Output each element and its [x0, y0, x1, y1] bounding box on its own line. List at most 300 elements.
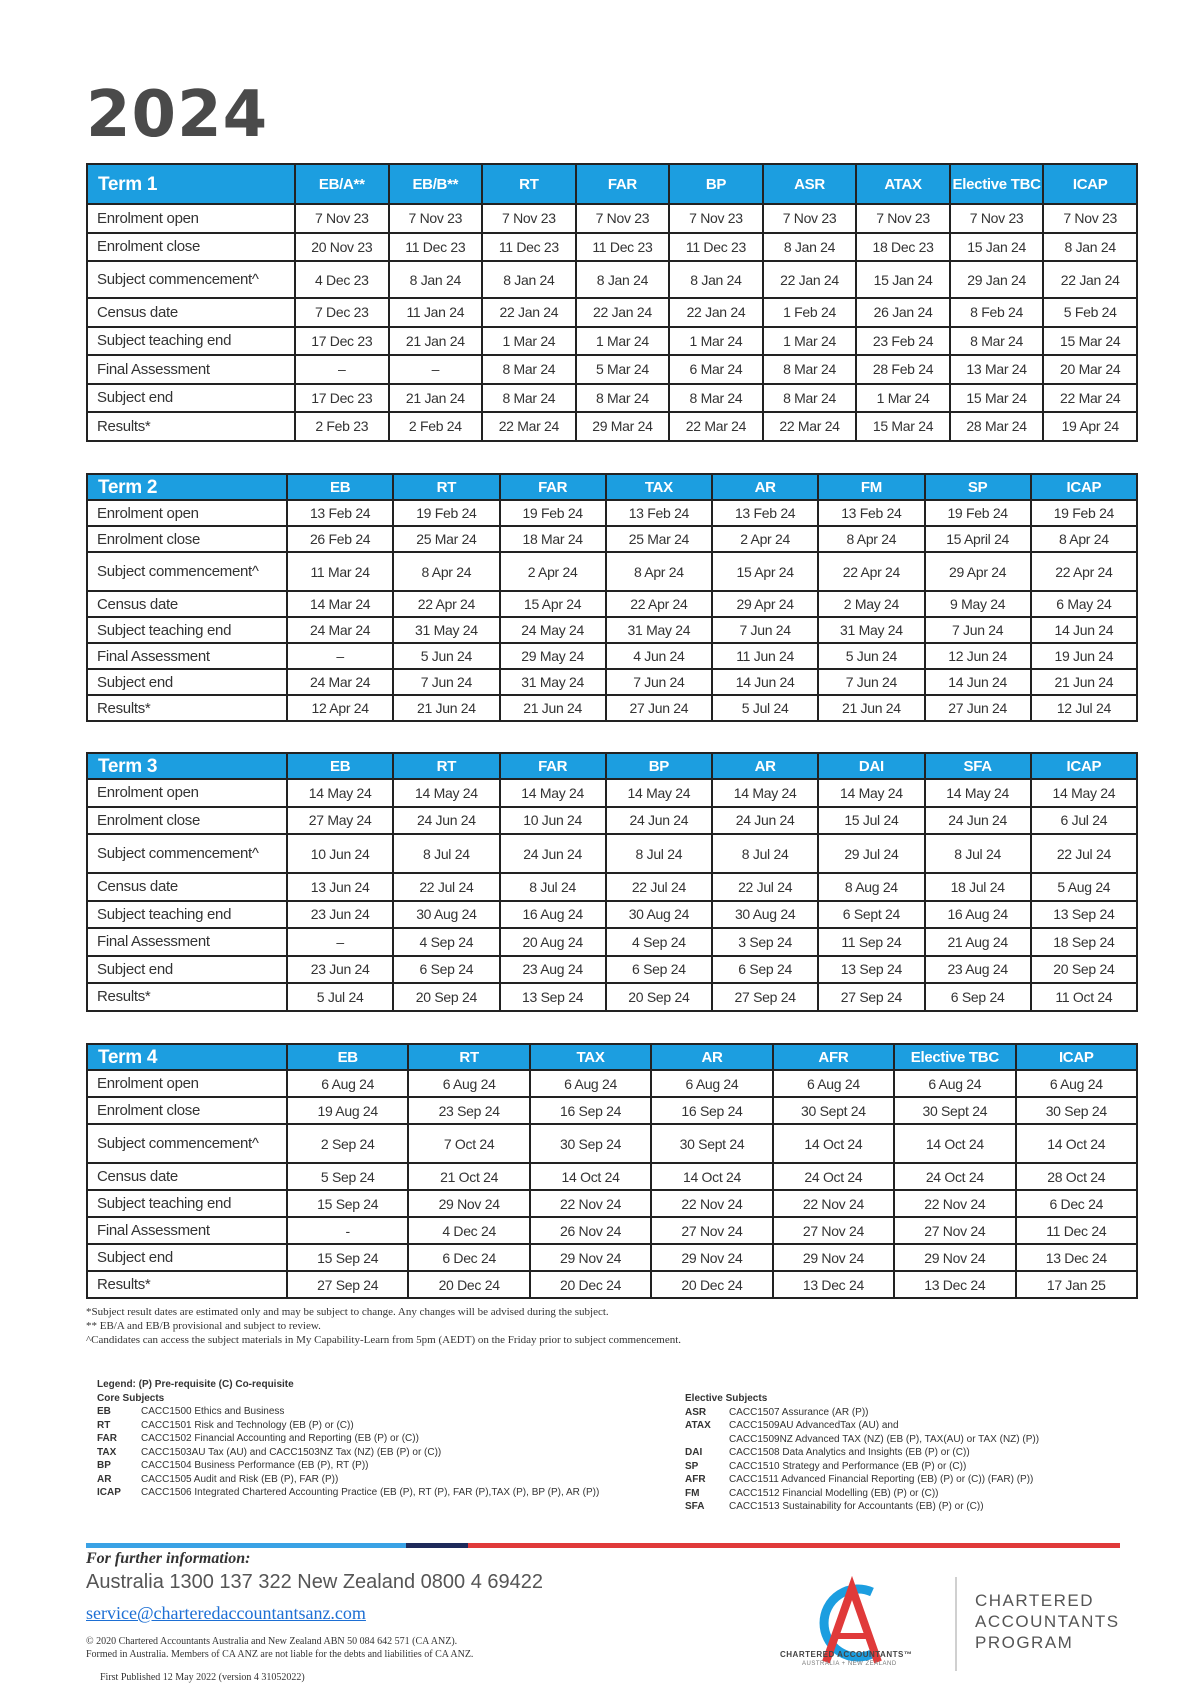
table-cell: 20 Dec 24	[408, 1271, 529, 1298]
table-cell: 21 Jun 24	[1031, 669, 1137, 695]
table-cell: 15 Sep 24	[287, 1244, 408, 1271]
table-cell: 14 Jun 24	[712, 669, 818, 695]
elective-subjects-title: Elective Subjects	[685, 1393, 768, 1404]
table-cell: 28 Oct 24	[1016, 1163, 1137, 1190]
table-row	[87, 779, 1137, 807]
subject-desc: CACC1509NZ Advanced TAX (NZ) (EB (P), TAX(AU) or TAX (NZ) (P))	[729, 1433, 1040, 1445]
column-header: AFR	[773, 1044, 894, 1070]
table-cell: 6 Aug 24	[773, 1070, 894, 1097]
table-cell: 7 Nov 23	[856, 204, 950, 233]
table-cell: 5 Jul 24	[712, 695, 818, 721]
table-row	[87, 355, 1137, 384]
legend-elective	[685, 1392, 1039, 1514]
subject-abbr: SFA	[685, 1501, 705, 1512]
table-row	[87, 901, 1137, 929]
subject-desc: CACC1510 Strategy and Performance (EB (P) or (C))	[729, 1460, 967, 1472]
table-cell: 25 Mar 24	[606, 526, 712, 552]
table-cell: 9 May 24	[925, 591, 1031, 617]
table-cell: 30 Sept 24	[651, 1124, 772, 1163]
table-row	[87, 983, 1137, 1011]
column-header: RT	[393, 753, 499, 779]
table-cell: 5 Jul 24	[287, 983, 393, 1011]
table-cell: 22 Jul 24	[1031, 834, 1137, 873]
table-cell: 14 Oct 24	[894, 1124, 1015, 1163]
column-header: FM	[818, 474, 924, 500]
row-label: Subject end	[87, 956, 287, 984]
table-cell: 21 Jan 24	[389, 384, 483, 413]
table-cell: 15 Sep 24	[287, 1190, 408, 1217]
table-cell: 8 Mar 24	[482, 384, 576, 413]
table-cell: 15 April 24	[925, 526, 1031, 552]
table-cell: 22 Mar 24	[1043, 384, 1137, 413]
row-label: Final Assessment	[87, 1217, 287, 1244]
table-cell: 6 Aug 24	[1016, 1070, 1137, 1097]
term-name: Term 1	[87, 164, 295, 204]
table-cell: 21 Oct 24	[408, 1163, 529, 1190]
program-name	[975, 1590, 1120, 1653]
row-label: Subject commencement^	[87, 1124, 287, 1163]
table-cell: 25 Mar 24	[393, 526, 499, 552]
column-header: ICAP	[1016, 1044, 1137, 1070]
column-header: EB	[287, 1044, 408, 1070]
table-cell: 18 Sep 24	[1031, 928, 1137, 956]
table-cell: 11 Dec 23	[576, 233, 670, 262]
table-cell: 24 Jun 24	[712, 807, 818, 835]
logo-divider	[955, 1577, 957, 1671]
table-cell: 6 Dec 24	[1016, 1190, 1137, 1217]
table-cell: 22 Mar 24	[763, 412, 857, 441]
table-cell: 29 May 24	[500, 643, 606, 669]
elective-subjects-list	[685, 1406, 1039, 1514]
table-cell: 8 Jan 24	[576, 261, 670, 298]
table-cell: 16 Sep 24	[651, 1097, 772, 1124]
table-cell: 8 Mar 24	[763, 384, 857, 413]
row-label: Subject teaching end	[87, 901, 287, 929]
table-cell: 4 Dec 23	[295, 261, 389, 298]
table-cell: 8 Jul 24	[393, 834, 499, 873]
table-row	[87, 669, 1137, 695]
table-cell: 5 Mar 24	[576, 355, 670, 384]
core-subjects-title: Core Subjects	[97, 1392, 165, 1404]
table-cell: 7 Nov 23	[763, 204, 857, 233]
table-cell: 20 Aug 24	[500, 928, 606, 956]
table-cell: 27 Nov 24	[894, 1217, 1015, 1244]
table-cell: 11 Jun 24	[712, 643, 818, 669]
table-row	[87, 591, 1137, 617]
table-row	[87, 643, 1137, 669]
table-cell: 13 Jun 24	[287, 873, 393, 901]
table-cell: 30 Aug 24	[712, 901, 818, 929]
table-row	[87, 1244, 1137, 1271]
table-cell: 8 Jul 24	[500, 873, 606, 901]
term-table	[86, 752, 1138, 1012]
table-cell: 26 Feb 24	[287, 526, 393, 552]
table-cell: 13 Sep 24	[818, 956, 924, 984]
table-cell: 20 Mar 24	[1043, 355, 1137, 384]
table-cell: 8 Jan 24	[482, 261, 576, 298]
table-cell: 13 Sep 24	[500, 983, 606, 1011]
table-cell: 7 Jun 24	[393, 669, 499, 695]
table-cell: 11 Jan 24	[389, 298, 483, 327]
table-cell: 15 Mar 24	[950, 384, 1044, 413]
table-cell: 24 Jun 24	[500, 834, 606, 873]
table-cell: 14 Mar 24	[287, 591, 393, 617]
table-cell: 22 Jan 24	[1043, 261, 1137, 298]
legend-item	[685, 1446, 1039, 1460]
table-cell: 19 Aug 24	[287, 1097, 408, 1124]
row-label: Census date	[87, 873, 287, 901]
table-cell: 21 Jun 24	[818, 695, 924, 721]
table-cell: 17 Dec 23	[295, 327, 389, 356]
table-cell: –	[287, 928, 393, 956]
table-cell: 8 Apr 24	[393, 552, 499, 591]
table-cell: 29 Apr 24	[925, 552, 1031, 591]
table-row	[87, 1190, 1137, 1217]
legend-item	[97, 1446, 599, 1460]
table-cell: 29 Nov 24	[408, 1190, 529, 1217]
table-cell: 8 Jul 24	[925, 834, 1031, 873]
table-cell: 12 Jun 24	[925, 643, 1031, 669]
table-cell: 29 Apr 24	[712, 591, 818, 617]
table-cell: 18 Mar 24	[500, 526, 606, 552]
email-link[interactable]: service@charteredaccountantsanz.com	[86, 1603, 366, 1623]
column-header: BP	[606, 753, 712, 779]
table-cell: 30 Sept 24	[894, 1097, 1015, 1124]
table-cell: 17 Jan 25	[1016, 1271, 1137, 1298]
table-cell: 14 Oct 24	[773, 1124, 894, 1163]
table-cell: 1 Mar 24	[576, 327, 670, 356]
table-row	[87, 552, 1137, 591]
column-header: SFA	[925, 753, 1031, 779]
table-row	[87, 233, 1137, 262]
table-cell: 6 May 24	[1031, 591, 1137, 617]
copyright-line-1: © 2020 Chartered Accountants Australia and New Zealand ABN 50 084 642 571 (CA ANZ).	[86, 1636, 458, 1647]
table-cell: 24 Jun 24	[606, 807, 712, 835]
table-cell: 22 Nov 24	[530, 1190, 651, 1217]
table-cell: 5 Sep 24	[287, 1163, 408, 1190]
legend-title: Legend: (P) Pre-requisite (C) Co-requisite	[97, 1379, 294, 1390]
legend-item	[97, 1459, 599, 1473]
note-provisional: ** EB/A and EB/B provisional and subject to review.	[86, 1320, 321, 1332]
row-label: Subject teaching end	[87, 617, 287, 643]
table-cell: 26 Nov 24	[530, 1217, 651, 1244]
table-row	[87, 928, 1137, 956]
table-cell: 8 Feb 24	[950, 298, 1044, 327]
table-cell: 15 Jul 24	[818, 807, 924, 835]
table-cell: 16 Aug 24	[500, 901, 606, 929]
row-label: Results*	[87, 1271, 287, 1298]
table-cell: 16 Aug 24	[925, 901, 1031, 929]
legend-item	[97, 1405, 599, 1419]
logo-name: CHARTERED ACCOUNTANTS™	[780, 1650, 913, 1659]
table-row	[87, 1217, 1137, 1244]
row-label: Final Assessment	[87, 643, 287, 669]
row-label: Enrolment close	[87, 233, 295, 262]
table-row	[87, 261, 1137, 298]
subject-desc: CACC1505 Audit and Risk (EB (P), FAR (P))	[141, 1473, 339, 1485]
column-header: FAR	[500, 474, 606, 500]
table-cell: 29 Nov 24	[894, 1244, 1015, 1271]
table-cell: 31 May 24	[500, 669, 606, 695]
table-row	[87, 956, 1137, 984]
row-label: Enrolment close	[87, 807, 287, 835]
table-cell: 11 Oct 24	[1031, 983, 1137, 1011]
column-header: AR	[712, 753, 818, 779]
table-cell: 14 May 24	[1031, 779, 1137, 807]
term-table	[86, 1043, 1138, 1299]
table-cell: 8 Jan 24	[389, 261, 483, 298]
table-row	[87, 617, 1137, 643]
subject-abbr: EB	[97, 1406, 111, 1417]
column-header: DAI	[818, 753, 924, 779]
table-cell: 22 Jan 24	[576, 298, 670, 327]
row-label: Enrolment open	[87, 1070, 287, 1097]
table-cell: 11 Dec 23	[482, 233, 576, 262]
table-cell: 30 Sep 24	[530, 1124, 651, 1163]
program-line-2: ACCOUNTANTS	[975, 1612, 1120, 1631]
legend-item	[97, 1432, 599, 1446]
table-cell: 15 Jan 24	[856, 261, 950, 298]
table-cell: 24 May 24	[500, 617, 606, 643]
table-cell: 30 Sep 24	[1016, 1097, 1137, 1124]
table-cell: 7 Jun 24	[712, 617, 818, 643]
table-cell: 12 Apr 24	[287, 695, 393, 721]
table-cell: 15 Mar 24	[1043, 327, 1137, 356]
table-cell: 18 Dec 23	[856, 233, 950, 262]
table-cell: 31 May 24	[606, 617, 712, 643]
table-row	[87, 500, 1137, 526]
table-cell: 21 Jun 24	[393, 695, 499, 721]
column-header: AR	[651, 1044, 772, 1070]
table-cell: 15 Jan 24	[950, 233, 1044, 262]
table-cell: 21 Jan 24	[389, 327, 483, 356]
row-label: Results*	[87, 412, 295, 441]
subject-abbr: ICAP	[97, 1487, 121, 1498]
table-cell: 4 Jun 24	[606, 643, 712, 669]
further-info-heading: For further information:	[86, 1550, 251, 1567]
legend-item	[685, 1473, 1039, 1487]
table-cell: 19 Feb 24	[500, 500, 606, 526]
subject-desc: CACC1507 Assurance (AR (P))	[729, 1406, 869, 1418]
table-cell: 6 Aug 24	[651, 1070, 772, 1097]
table-cell: 10 Jun 24	[287, 834, 393, 873]
table-row	[87, 298, 1137, 327]
column-header: ICAP	[1043, 164, 1137, 204]
subject-abbr: FAR	[97, 1433, 117, 1444]
table-cell: 7 Nov 23	[295, 204, 389, 233]
table-cell: 7 Nov 23	[482, 204, 576, 233]
table-row	[87, 1097, 1137, 1124]
table-cell: 22 Nov 24	[894, 1190, 1015, 1217]
row-label: Subject end	[87, 1244, 287, 1271]
table-cell: 14 Jun 24	[925, 669, 1031, 695]
table-cell: 28 Feb 24	[856, 355, 950, 384]
row-label: Census date	[87, 591, 287, 617]
table-cell: 8 Jan 24	[669, 261, 763, 298]
column-header: FAR	[500, 753, 606, 779]
table-cell: 27 Sep 24	[712, 983, 818, 1011]
legend-item	[685, 1419, 1039, 1433]
table-cell: 22 Apr 24	[1031, 552, 1137, 591]
column-header: ICAP	[1031, 753, 1137, 779]
table-cell: 14 Oct 24	[1016, 1124, 1137, 1163]
term-name: Term 4	[87, 1044, 287, 1070]
table-cell: 24 Oct 24	[894, 1163, 1015, 1190]
published-date: First Published 12 May 2022 (version 4 31052022)	[100, 1672, 305, 1683]
column-header: RT	[408, 1044, 529, 1070]
table-cell: 11 Dec 23	[669, 233, 763, 262]
footnotes	[86, 1305, 681, 1347]
row-label: Subject commencement^	[87, 261, 295, 298]
table-cell: 7 Nov 23	[950, 204, 1044, 233]
column-header: BP	[669, 164, 763, 204]
subject-desc: CACC1506 Integrated Chartered Accounting Practice (EB (P), RT (P), FAR (P),TAX (P), BP (P), AR (P))	[141, 1487, 600, 1498]
table-cell: 14 Jun 24	[1031, 617, 1137, 643]
table-cell: 13 Feb 24	[606, 500, 712, 526]
table-cell: 6 Mar 24	[669, 355, 763, 384]
table-cell: 29 Mar 24	[576, 412, 670, 441]
subject-abbr: SP	[685, 1460, 699, 1472]
table-cell: 14 May 24	[606, 779, 712, 807]
table-cell: 22 Jan 24	[669, 298, 763, 327]
table-cell: 14 May 24	[818, 779, 924, 807]
table-cell: 20 Nov 23	[295, 233, 389, 262]
table-cell: 3 Sep 24	[712, 928, 818, 956]
table-row	[87, 807, 1137, 835]
table-cell: 6 Sep 24	[925, 983, 1031, 1011]
row-label: Subject end	[87, 669, 287, 695]
table-cell: -	[287, 1217, 408, 1244]
table-cell: 5 Jun 24	[393, 643, 499, 669]
table-cell: 22 Jul 24	[393, 873, 499, 901]
table-cell: 8 Mar 24	[669, 384, 763, 413]
table-cell: 30 Aug 24	[606, 901, 712, 929]
table-cell: 17 Dec 23	[295, 384, 389, 413]
table-cell: 18 Jul 24	[925, 873, 1031, 901]
column-header: EB	[287, 753, 393, 779]
table-cell: 20 Sep 24	[1031, 956, 1137, 984]
table-cell: 13 Dec 24	[894, 1271, 1015, 1298]
table-cell: 6 Dec 24	[408, 1244, 529, 1271]
table-cell: 8 Mar 24	[950, 327, 1044, 356]
table-cell: 24 Oct 24	[773, 1163, 894, 1190]
table-cell: 7 Nov 23	[1043, 204, 1137, 233]
table-cell: 10 Jun 24	[500, 807, 606, 835]
row-label: Census date	[87, 298, 295, 327]
table-cell: 8 Apr 24	[818, 526, 924, 552]
table-row	[87, 1124, 1137, 1163]
table-cell: 23 Sep 24	[408, 1097, 529, 1124]
table-cell: 21 Aug 24	[925, 928, 1031, 956]
table-cell: 4 Sep 24	[606, 928, 712, 956]
table-cell: 23 Jun 24	[287, 901, 393, 929]
row-label: Subject teaching end	[87, 327, 295, 356]
table-cell: 24 Jun 24	[925, 807, 1031, 835]
note-materials: ^Candidates can access the subject materials in My Capability-Learn from 5pm (AEDT) on the Friday prior to subject commencement.	[86, 1334, 682, 1346]
term-name: Term 3	[87, 753, 287, 779]
copyright-line-2: Formed in Australia. Members of CA ANZ are not liable for the debts and liabilities of CA ANZ.	[86, 1649, 474, 1660]
row-label: Enrolment open	[87, 500, 287, 526]
table-cell: 6 Aug 24	[894, 1070, 1015, 1097]
row-label: Enrolment close	[87, 1097, 287, 1124]
table-cell: 6 Aug 24	[408, 1070, 529, 1097]
table-cell: 29 Jul 24	[818, 834, 924, 873]
table-cell: 27 Jun 24	[925, 695, 1031, 721]
table-cell: 28 Mar 24	[950, 412, 1044, 441]
table-cell: 22 Jul 24	[606, 873, 712, 901]
column-header: Elective TBC	[950, 164, 1044, 204]
table-cell: 6 Jul 24	[1031, 807, 1137, 835]
row-label: Subject end	[87, 384, 295, 413]
table-cell: 13 Dec 24	[1016, 1244, 1137, 1271]
table-cell: 30 Sept 24	[773, 1097, 894, 1124]
row-label: Subject commencement^	[87, 552, 287, 591]
table-cell: 22 Apr 24	[606, 591, 712, 617]
subject-desc: CACC1500 Ethics and Business	[141, 1406, 285, 1417]
subject-desc: CACC1511 Advanced Financial Reporting (EB) (P) or (C)) (FAR) (P))	[729, 1474, 1034, 1485]
table-cell: 11 Mar 24	[287, 552, 393, 591]
table-cell: 13 Dec 24	[773, 1271, 894, 1298]
column-header: ASR	[763, 164, 857, 204]
table-cell: 7 Dec 23	[295, 298, 389, 327]
table-cell: –	[389, 355, 483, 384]
row-label: Results*	[87, 983, 287, 1011]
row-label: Results*	[87, 695, 287, 721]
table-cell: 1 Mar 24	[763, 327, 857, 356]
table-cell: 5 Aug 24	[1031, 873, 1137, 901]
table-cell: 31 May 24	[818, 617, 924, 643]
table-row	[87, 204, 1137, 233]
subject-desc: CACC1501 Risk and Technology (EB (P) or (C))	[141, 1419, 354, 1431]
table-cell: 24 Mar 24	[287, 617, 393, 643]
table-cell: 2 Apr 24	[712, 526, 818, 552]
term-name: Term 2	[87, 474, 287, 500]
column-header: FAR	[576, 164, 670, 204]
footer-bar-red	[468, 1543, 1120, 1548]
table-cell: 22 Nov 24	[773, 1190, 894, 1217]
note-results: *Subject result dates are estimated only and may be subject to change. Any changes will be advised during the subject.	[86, 1306, 609, 1318]
subject-abbr: AFR	[685, 1474, 706, 1485]
column-header: RT	[393, 474, 499, 500]
table-cell: 22 Apr 24	[818, 552, 924, 591]
table-cell: 22 Jan 24	[482, 298, 576, 327]
table-cell: 29 Nov 24	[651, 1244, 772, 1271]
subject-desc: CACC1513 Sustainability for Accountants (EB) (P) or (C))	[729, 1501, 984, 1512]
table-cell: 8 Jan 24	[1043, 233, 1137, 262]
row-label: Enrolment open	[87, 204, 295, 233]
core-subjects-list	[97, 1405, 599, 1500]
table-cell: 6 Sept 24	[818, 901, 924, 929]
copyright	[86, 1635, 473, 1661]
table-cell: 7 Jun 24	[818, 669, 924, 695]
legend-item	[685, 1406, 1039, 1420]
column-header: TAX	[530, 1044, 651, 1070]
table-cell: 23 Aug 24	[925, 956, 1031, 984]
subject-desc: CACC1509AU AdvancedTax (AU) and	[729, 1420, 899, 1431]
table-cell: 14 May 24	[287, 779, 393, 807]
table-row	[87, 695, 1137, 721]
table-cell: 22 Jul 24	[712, 873, 818, 901]
table-row	[87, 1271, 1137, 1298]
program-line-1: CHARTERED	[975, 1591, 1094, 1610]
legend-item	[685, 1487, 1039, 1501]
table-cell: 1 Feb 24	[763, 298, 857, 327]
column-header: EB/A**	[295, 164, 389, 204]
table-cell: 15 Apr 24	[712, 552, 818, 591]
legend-item	[685, 1433, 1039, 1447]
row-label: Census date	[87, 1163, 287, 1190]
table-row	[87, 1070, 1137, 1097]
